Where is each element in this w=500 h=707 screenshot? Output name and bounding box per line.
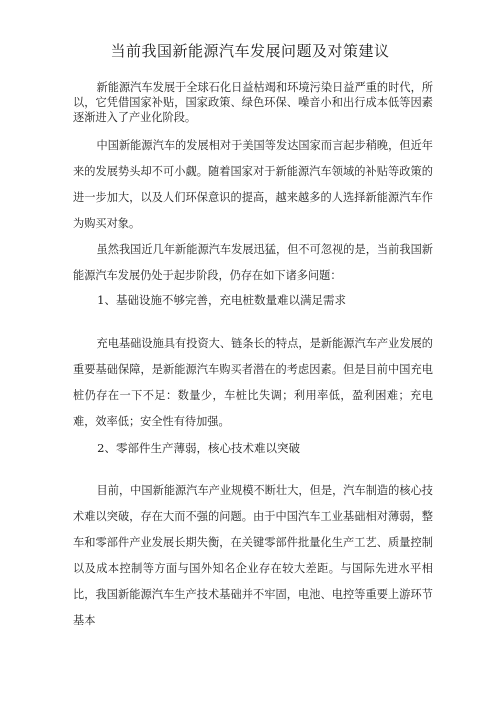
paragraph-infrastructure: 充电基础设施具有投资大、链条长的特点，是新能源汽车产业发展的重要基础保障，是新能源汽车购买者潜在的考虑因素。但是目前中国充电桩仍存在一下不足：数量少，车桩比失调；利用率低，盈利困难；充电难，效率低；安全性有待加强。 (73, 337, 433, 428)
paragraph-components: 目前，中国新能源汽车产业规模不断壮大，但是，汽车制造的核心技术难以突破，存在大而不强的问题。由于中国汽车工业基础相对薄弱，整车和零部件产业发展长期失衡，在关键零部件批量化生产工艺、质量控制以及成本控制等方面与国外知名企业存在较大差距。与国际先进水平相比，我国新能源汽车生产技术基础并不牢固，电池、电控等重要上游环节基本 (73, 484, 433, 627)
section-heading-infrastructure: 1、基础设施不够完善，充电桩数量难以满足需求 (97, 293, 346, 307)
document-title: 当前我国新能源汽车发展问题及对策建议 (110, 42, 390, 60)
paragraph-problems-intro: 虽然我国近几年新能源汽车发展迅猛，但不可忽视的是，当前我国新能源汽车发展仍处于起步阶段，仍存在如下诸多问题： (73, 243, 433, 282)
paragraph-intro: 新能源汽车发展于全球石化日益枯竭和环境污染日益严重的时代，所以，它凭借国家补贴，国家政策、绿色环保、噪音小和出行成本低等因素逐渐进入了产业化阶段。 (73, 81, 433, 124)
paragraph-development: 中国新能源汽车的发展相对于美国等发达国家而言起步稍晚，但近年来的发展势头却不可小觑。随着国家对于新能源汽车领域的补贴等政策的进一步加大，以及人们环保意识的提高，越来越多的人选择新能源汽车作为购买对象。 (73, 139, 433, 230)
section-heading-components: 2、零部件生产薄弱，核心技术难以突破 (97, 441, 300, 455)
